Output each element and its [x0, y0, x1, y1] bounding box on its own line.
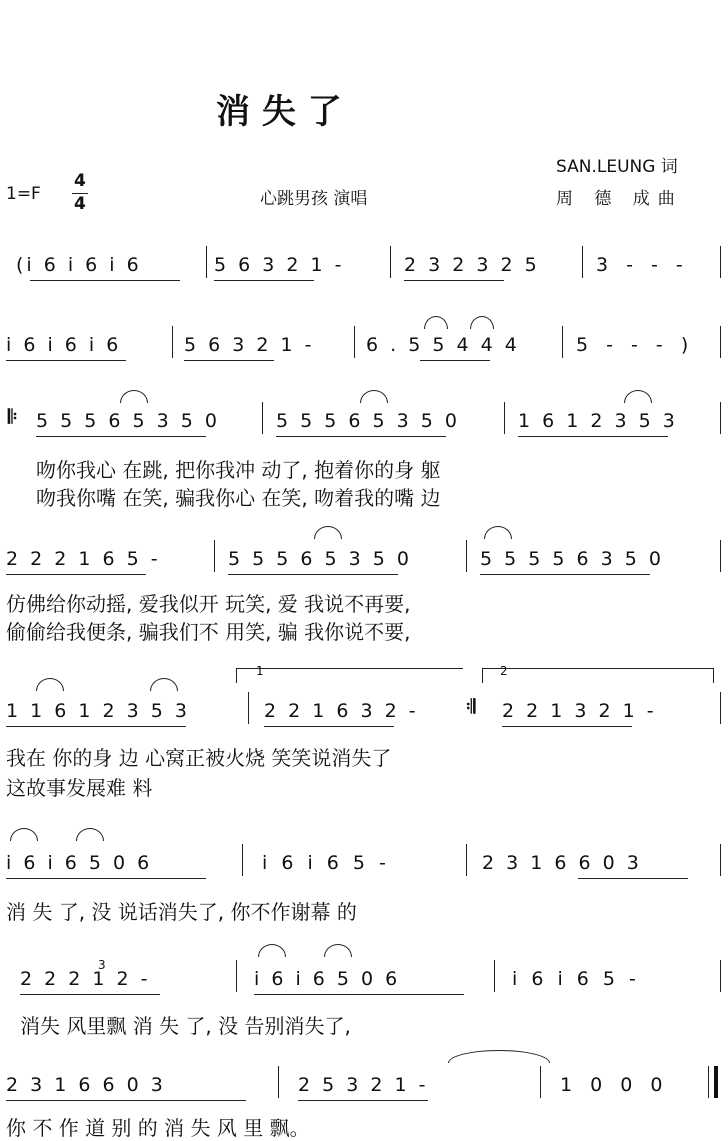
barline: [720, 844, 721, 876]
lyric-5-verse1: 我在 你的身 边 心窝正被火烧 笑笑说消失了: [6, 746, 392, 770]
barline: [236, 960, 237, 992]
lyric-4-verse2: 偷偷给我便条, 骗我们不 用笑, 骗 我你说不要,: [6, 620, 411, 644]
barline: [390, 246, 391, 278]
beam: [480, 574, 650, 575]
volta-1-bracket: [236, 668, 463, 683]
measure-8-1: 2 3 1 6 6 0 3: [6, 1074, 166, 1096]
barline: [582, 246, 583, 278]
time-signature-top: 4: [74, 171, 86, 191]
beam: [6, 878, 206, 879]
beam: [254, 994, 464, 995]
singer-credit: 心跳男孩 演唱: [260, 189, 368, 209]
barline: [720, 326, 721, 358]
measure-2-1: i 6 i 6 i 6: [6, 334, 122, 356]
beam: [6, 1100, 246, 1101]
beam: [228, 574, 398, 575]
measure-6-3: 2 3 1 6 6 0 3: [482, 852, 642, 874]
measure-7-1: 2 2 2 1 2 -: [20, 968, 151, 990]
lyric-4-verse1: 仿佛给你动摇, 爱我似开 玩笑, 爱 我说不再要,: [6, 592, 411, 616]
tie: [150, 678, 178, 691]
beam: [298, 1100, 428, 1101]
measure-3-2: 5 5 5 6 5 3 5 0: [276, 410, 460, 432]
barline: [242, 844, 243, 876]
beam: [214, 280, 314, 281]
barline: [466, 540, 467, 572]
beam: [6, 360, 126, 361]
tie: [470, 316, 494, 329]
beam: [20, 994, 160, 995]
lyric-5-verse2: 这故事发展难 料: [6, 776, 153, 800]
barline: [172, 326, 173, 358]
tie: [424, 316, 448, 329]
barline: [262, 402, 263, 434]
song-title: 消 失 了: [216, 92, 342, 132]
measure-5-1: 1 1 6 1 2 3 5 3: [6, 700, 190, 722]
beam: [420, 360, 490, 361]
repeat-end: 𝄇: [466, 696, 476, 718]
lyric-3-verse2: 吻我你嘴 在笑, 骗我你心 在笑, 吻着我的嘴 边: [36, 486, 441, 510]
measure-2-4: 5 - - - ): [576, 334, 695, 356]
tie: [120, 390, 148, 403]
beam: [404, 280, 504, 281]
measure-1-3: 2 3 2 3 2 5: [404, 254, 540, 276]
measure-8-3: 1 0 0 0: [560, 1074, 669, 1096]
beam: [30, 280, 180, 281]
measure-1-2: 5 6 3 2 1 -: [214, 254, 345, 276]
barline: [248, 692, 249, 724]
volta-1-label: 1: [256, 664, 264, 678]
measure-4-3: 5 5 5 5 6 3 5 0: [480, 548, 664, 570]
beam: [518, 436, 668, 437]
measure-4-1: 2 2 2 1 6 5 -: [6, 548, 161, 570]
lyric-8: 你 不 作 道 别 的 消 失 风 里 飘。: [6, 1116, 310, 1140]
barline: [708, 1066, 709, 1098]
beam: [578, 878, 688, 879]
measure-3-3: 1 6 1 2 3 5 3: [518, 410, 678, 432]
composer-credit: 周 德 成曲: [556, 189, 683, 209]
beam: [6, 574, 146, 575]
tie: [324, 944, 352, 957]
lyric-6: 消 失 了, 没 说话消失了, 你不作谢幕 的: [6, 900, 357, 924]
barline: [720, 960, 721, 992]
tie: [360, 390, 388, 403]
beam: [184, 360, 274, 361]
volta-2-bracket: [482, 668, 714, 683]
beam: [264, 726, 394, 727]
beam: [276, 436, 446, 437]
measure-6-1: i 6 i 6 5 0 6: [6, 852, 153, 874]
measure-2-3: 6 . 5 5 4 4 4: [366, 334, 520, 356]
barline: [278, 1066, 279, 1098]
repeat-start: 𝄆: [8, 406, 18, 428]
lyric-7: 消失 风里飘 消 失 了, 没 告别消失了,: [20, 1014, 351, 1038]
measure-8-2: 2 5 3 2 1 -: [298, 1074, 429, 1096]
measure-7-2: i 6 i 6 5 0 6: [254, 968, 401, 990]
barline: [494, 960, 495, 992]
key-signature: 1=F: [6, 184, 41, 204]
tie: [314, 526, 342, 539]
barline: [720, 692, 721, 724]
tie: [448, 1050, 550, 1063]
time-signature-bottom: 4: [74, 194, 86, 214]
barline: [214, 540, 215, 572]
grace-note: 3: [98, 958, 106, 972]
measure-5-3: 2 2 1 3 2 1 -: [502, 700, 657, 722]
lyricist-credit: SAN.LEUNG 词: [556, 157, 678, 177]
barline: [540, 1066, 541, 1098]
tie: [10, 828, 38, 841]
barline: [354, 326, 355, 358]
barline: [206, 246, 207, 278]
tie: [36, 678, 64, 691]
tie: [76, 828, 104, 841]
measure-2-2: 5 6 3 2 1 -: [184, 334, 315, 356]
measure-4-2: 5 5 5 6 5 3 5 0: [228, 548, 412, 570]
tie: [484, 526, 512, 539]
final-barline: [714, 1066, 718, 1098]
lyric-3-verse1: 吻你我心 在跳, 把你我冲 动了, 抱着你的身 躯: [36, 458, 441, 482]
beam: [502, 726, 632, 727]
measure-1-4: 3 - - -: [596, 254, 689, 276]
beam: [6, 726, 186, 727]
measure-6-2: i 6 i 6 5 -: [262, 852, 390, 874]
barline: [466, 844, 467, 876]
tie: [624, 390, 652, 403]
barline: [504, 402, 505, 434]
barline: [720, 402, 721, 434]
measure-7-3: i 6 i 6 5 -: [512, 968, 640, 990]
tie: [258, 944, 286, 957]
barline: [720, 246, 721, 278]
beam: [36, 436, 206, 437]
barline: [720, 540, 721, 572]
measure-5-2: 2 2 1 6 3 2 -: [264, 700, 419, 722]
measure-3-1: 5 5 5 6 5 3 5 0: [36, 410, 220, 432]
volta-2-label: 2: [500, 664, 508, 678]
barline: [562, 326, 563, 358]
measure-1-1: (i 6 i 6 i 6: [16, 254, 142, 276]
